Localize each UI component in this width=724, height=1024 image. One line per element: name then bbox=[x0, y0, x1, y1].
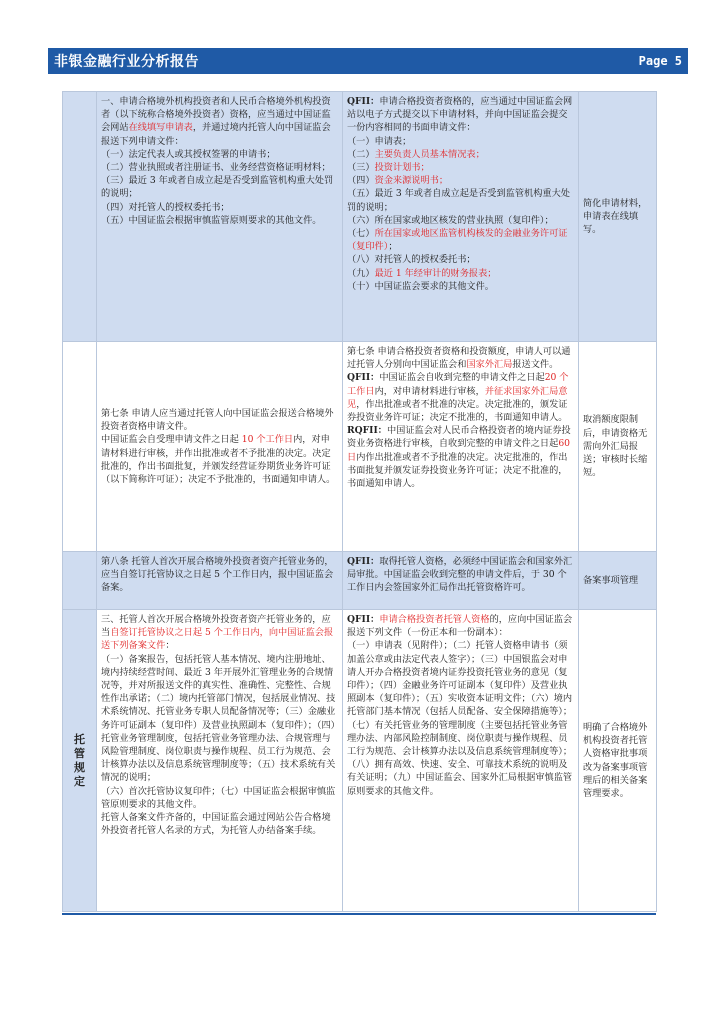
category-label bbox=[63, 610, 97, 912]
category-char: 规 bbox=[74, 760, 85, 774]
highlighted-text: 国家外汇局 bbox=[466, 359, 513, 371]
paragraph bbox=[347, 227, 574, 253]
category-char: 管 bbox=[74, 746, 85, 760]
paragraph bbox=[347, 280, 574, 293]
label-text: RQFII： bbox=[347, 425, 387, 437]
paragraph bbox=[347, 95, 574, 135]
highlighted-text: 20 个工作日 bbox=[347, 372, 569, 397]
paragraph bbox=[101, 613, 338, 653]
text-run: （三） bbox=[347, 162, 375, 174]
new-rule-cell bbox=[97, 610, 343, 912]
paragraph bbox=[347, 267, 574, 280]
highlighted-text: 60 日 bbox=[347, 438, 571, 463]
category-char: 定 bbox=[74, 774, 85, 788]
paragraph bbox=[101, 174, 338, 200]
paragraph bbox=[347, 253, 574, 266]
text-run: （八）对托管人的授权委托书； bbox=[347, 254, 476, 266]
text-run: 中国证监会自受理申请文件之日起 bbox=[101, 434, 242, 446]
new-rule-cell bbox=[97, 342, 343, 552]
text-run: ，并通过境内托管人向中国证监会报送下列申请文件： bbox=[101, 122, 331, 147]
paragraph bbox=[101, 433, 338, 486]
highlighted-text: 投资计划书； bbox=[374, 162, 430, 174]
text-run: ： bbox=[165, 640, 175, 652]
text-run: 内，对申请材料进行审核， bbox=[374, 385, 485, 397]
text-run: 内作出批准或者不予批准的决定。决定批准的，作出书面批复并颁发证券投资业务许可证；决定不批准的，书面通知申请人。 bbox=[347, 451, 568, 490]
text-run: （一）申请表（见附件）；（二）托管人资格申请书（须加盖公章或由法定代表人签字）；（三）中国银监会对申请人开办合格投资者境内证券投资托管业务的意见（复印件）；（四）金融业务许可证副本（复印件）及营业执照副本（复印件）；（五）实收资本证明文件；（六）境内托管部门基本情况（包括人员配备、安全保障措施等）；（七）有关托管业务的管理制度（主要包括托管业务管理办法、内部风险控制制度、岗位职责与操作规程、员工行为规范、会计核算办法以及信息系统管理制度等）；（八）拥有高效、快速、安全、可靠技术系统的说明及有关证明；（九）中国证监会、国家外汇局根据审慎监管原则要求的其他文件。 bbox=[347, 640, 573, 797]
old-rule-cell bbox=[343, 552, 579, 610]
paragraph bbox=[101, 653, 338, 785]
text-run: （一）法定代表人或其授权签署的申请书； bbox=[101, 148, 276, 160]
page-number: Page 5 bbox=[638, 54, 682, 68]
text-run: （七） bbox=[347, 228, 375, 240]
highlighted-text: 资金来源说明书； bbox=[374, 175, 449, 187]
text-run: 第七条 申请人应当通过托管人向中国证监会报送合格境外投资者资格申请文件。 bbox=[101, 407, 334, 433]
paragraph bbox=[101, 785, 338, 811]
highlighted-text: 申请合格投资者托管人资格 bbox=[379, 614, 490, 625]
page-header bbox=[48, 48, 688, 74]
paragraph bbox=[347, 555, 574, 595]
text-run: 中国证监会对人民币合格投资者的境内证券投资业务资格进行审核，自收到完整的申请文件之日起 bbox=[347, 425, 571, 450]
paragraph bbox=[101, 201, 338, 214]
text-run: （四）对托管人的授权委托书； bbox=[101, 201, 230, 213]
text-run: 第七条 申请合格投资者资格和投资额度，申请人可以通过托管人分别向中国证监会和 bbox=[347, 346, 571, 371]
text-run: （一）申请表； bbox=[347, 135, 412, 147]
label-text: QFII： bbox=[347, 372, 380, 384]
new-rule-cell bbox=[97, 552, 343, 610]
paragraph bbox=[347, 135, 574, 148]
text-run: （二）营业执照或者注册证书、业务经营资格证明材料； bbox=[101, 162, 331, 174]
table-row bbox=[63, 92, 657, 342]
text-run: 报送文件。 bbox=[512, 359, 559, 371]
change-note: 明确了合格境外机构投资者托管人资格审批事项改为备案事项管理后的相关备案管理要求。 bbox=[579, 610, 657, 912]
label-text: QFII： bbox=[347, 614, 380, 625]
category-cell bbox=[63, 342, 97, 552]
text-run: 一、申请合格境外机构投资者和人民币合格境外机构投资者（以下统称合格境外投资者）资格，应当通过中国证监会网站 bbox=[101, 96, 331, 134]
table-row bbox=[63, 342, 657, 552]
label-text: QFII： bbox=[347, 556, 380, 567]
text-run: 三、托管人首次开展合格境外投资者资产托管业务的，应当 bbox=[101, 614, 331, 639]
text-run: 托管人备案文件齐备的，中国证监会通过网站公告合格境外投资者托管人名录的方式，为托管人办结备案手续。 bbox=[101, 812, 331, 837]
text-run: 申请合格投资者资格的，应当通过中国证监会网站以电子方式提交以下申请材料，并向中国证监会提交一份内容相同的书面申请文件： bbox=[347, 96, 573, 134]
old-rule-cell bbox=[343, 610, 579, 912]
text-run: 中国证监会自收到完整的申请文件之日起 bbox=[379, 372, 545, 384]
paragraph bbox=[347, 161, 574, 174]
text-run: （五）中国证监会根据审慎监管原则要求的其他文件。 bbox=[101, 214, 322, 226]
paragraph bbox=[101, 555, 338, 595]
paragraph bbox=[101, 811, 338, 837]
highlighted-text: 自签订托管协议之日起 5 个工作日内，向中国证监会报送下列备案文件 bbox=[101, 627, 334, 652]
text-run: （三）最近 3 年或者自成立起是否受到监管机构重大处罚的说明； bbox=[101, 175, 334, 200]
paragraph bbox=[347, 371, 574, 424]
category-cell bbox=[63, 92, 97, 342]
category-cell bbox=[63, 552, 97, 610]
old-rule-cell bbox=[343, 342, 579, 552]
paragraph bbox=[347, 214, 574, 227]
table-row bbox=[63, 610, 657, 912]
text-run: （六）所在国家或地区核发的营业执照（复印件）； bbox=[347, 214, 554, 226]
old-rule-cell bbox=[343, 92, 579, 342]
text-run: ； bbox=[388, 241, 398, 253]
highlighted-text: 并征求国家外汇局意见 bbox=[347, 385, 568, 410]
label-text: QFII： bbox=[347, 96, 380, 107]
text-run: （十）中国证监会要求的其他文件。 bbox=[347, 280, 494, 292]
paragraph bbox=[347, 424, 574, 490]
paragraph bbox=[101, 148, 338, 161]
text-run: 内，对申请材料进行审核，并作出批准或者不予批准的决定。决定批准的，作出书面批复，并颁发经营证券期货业务许可证（以下简称许可证）；决定不予批准的，书面通知申请人。 bbox=[101, 434, 336, 485]
highlighted-text: 主要负责人员基本情况表； bbox=[374, 148, 485, 160]
text-run: 的，应向中国证监会报送下列文件（一份正本和一份副本）： bbox=[347, 614, 573, 639]
paragraph bbox=[101, 407, 338, 433]
change-note: 备案事项管理 bbox=[579, 552, 657, 610]
paragraph bbox=[347, 148, 574, 161]
highlighted-text: 在线填写申请表 bbox=[128, 122, 193, 134]
text-run: （二） bbox=[347, 148, 375, 160]
paragraph bbox=[347, 345, 574, 371]
paragraph bbox=[347, 174, 574, 187]
change-note: 简化申请材料，申请表在线填写。 bbox=[579, 92, 657, 342]
new-rule-cell bbox=[97, 92, 343, 342]
paragraph bbox=[347, 613, 574, 639]
paragraph bbox=[101, 214, 338, 227]
change-note: 取消额度限制后，申请资格无需向外汇局报送；审核时长缩短。 bbox=[579, 342, 657, 552]
table-row bbox=[63, 552, 657, 610]
highlighted-text: 最近 1 年经审计的财务报表； bbox=[374, 267, 497, 279]
category-char: 托 bbox=[74, 732, 85, 746]
text-run: 取得托管人资格，必须经中国证监会和国家外汇局审批。中国证监会收到完整的申请文件后，于 30 个工作日内会签国家外汇局作出托管资格许可。 bbox=[347, 556, 573, 594]
paragraph bbox=[101, 95, 338, 148]
paragraph bbox=[347, 639, 574, 797]
text-run: 第八条 托管人首次开展合格境外投资者资产托管业务的，应当自签订托管协议之日起 5 个工作日内，报中国证监会备案。 bbox=[101, 556, 334, 594]
paragraph bbox=[347, 187, 574, 213]
text-run: （九） bbox=[347, 267, 375, 279]
highlighted-text: 所在国家或地区监管机构核发的金融业务许可证（复印件） bbox=[347, 228, 568, 253]
text-run: （五）最近 3 年或者自成立起是否受到监管机构重大处罚的说明； bbox=[347, 188, 570, 213]
report-title: 非银金融行业分析报告 bbox=[54, 54, 199, 70]
text-run: （四） bbox=[347, 175, 375, 187]
text-run: ，作出批准或者不批准的决定。决定批准的，颁发证券投资业务许可证；决定不批准的，书面通知申请人。 bbox=[347, 398, 568, 424]
text-run: （一）备案报告，包括托管人基本情况、境内注册地址、境内持续经营时间、最近 3 年开展外汇管理业务的合规情况等，并对所报送文件的真实性、准确性、完整性、合规性作出承诺；（二）境内托管部门情况，包括展业情况、技术系统情况、托管业务专职人员配备情况等；（三）金融业务许可证副本（复印件）及营业执照副本（复印件）；（四）托管业务管理制度，包括托管业务管理办法、合规管理与风险管理制度、岗位职责与操作规程、员工行为规范、会计核算办法以及信息系统管理制度等；（五）技术系统有关情况的说明； bbox=[101, 653, 336, 784]
paragraph bbox=[101, 161, 338, 174]
bottom-rule bbox=[62, 913, 656, 915]
comparison-table bbox=[62, 91, 656, 912]
text-run: （六）首次托管协议复印件；（七）中国证监会根据审慎监管原则要求的其他文件。 bbox=[101, 785, 336, 810]
highlighted-text: 10 个工作日 bbox=[241, 434, 294, 446]
